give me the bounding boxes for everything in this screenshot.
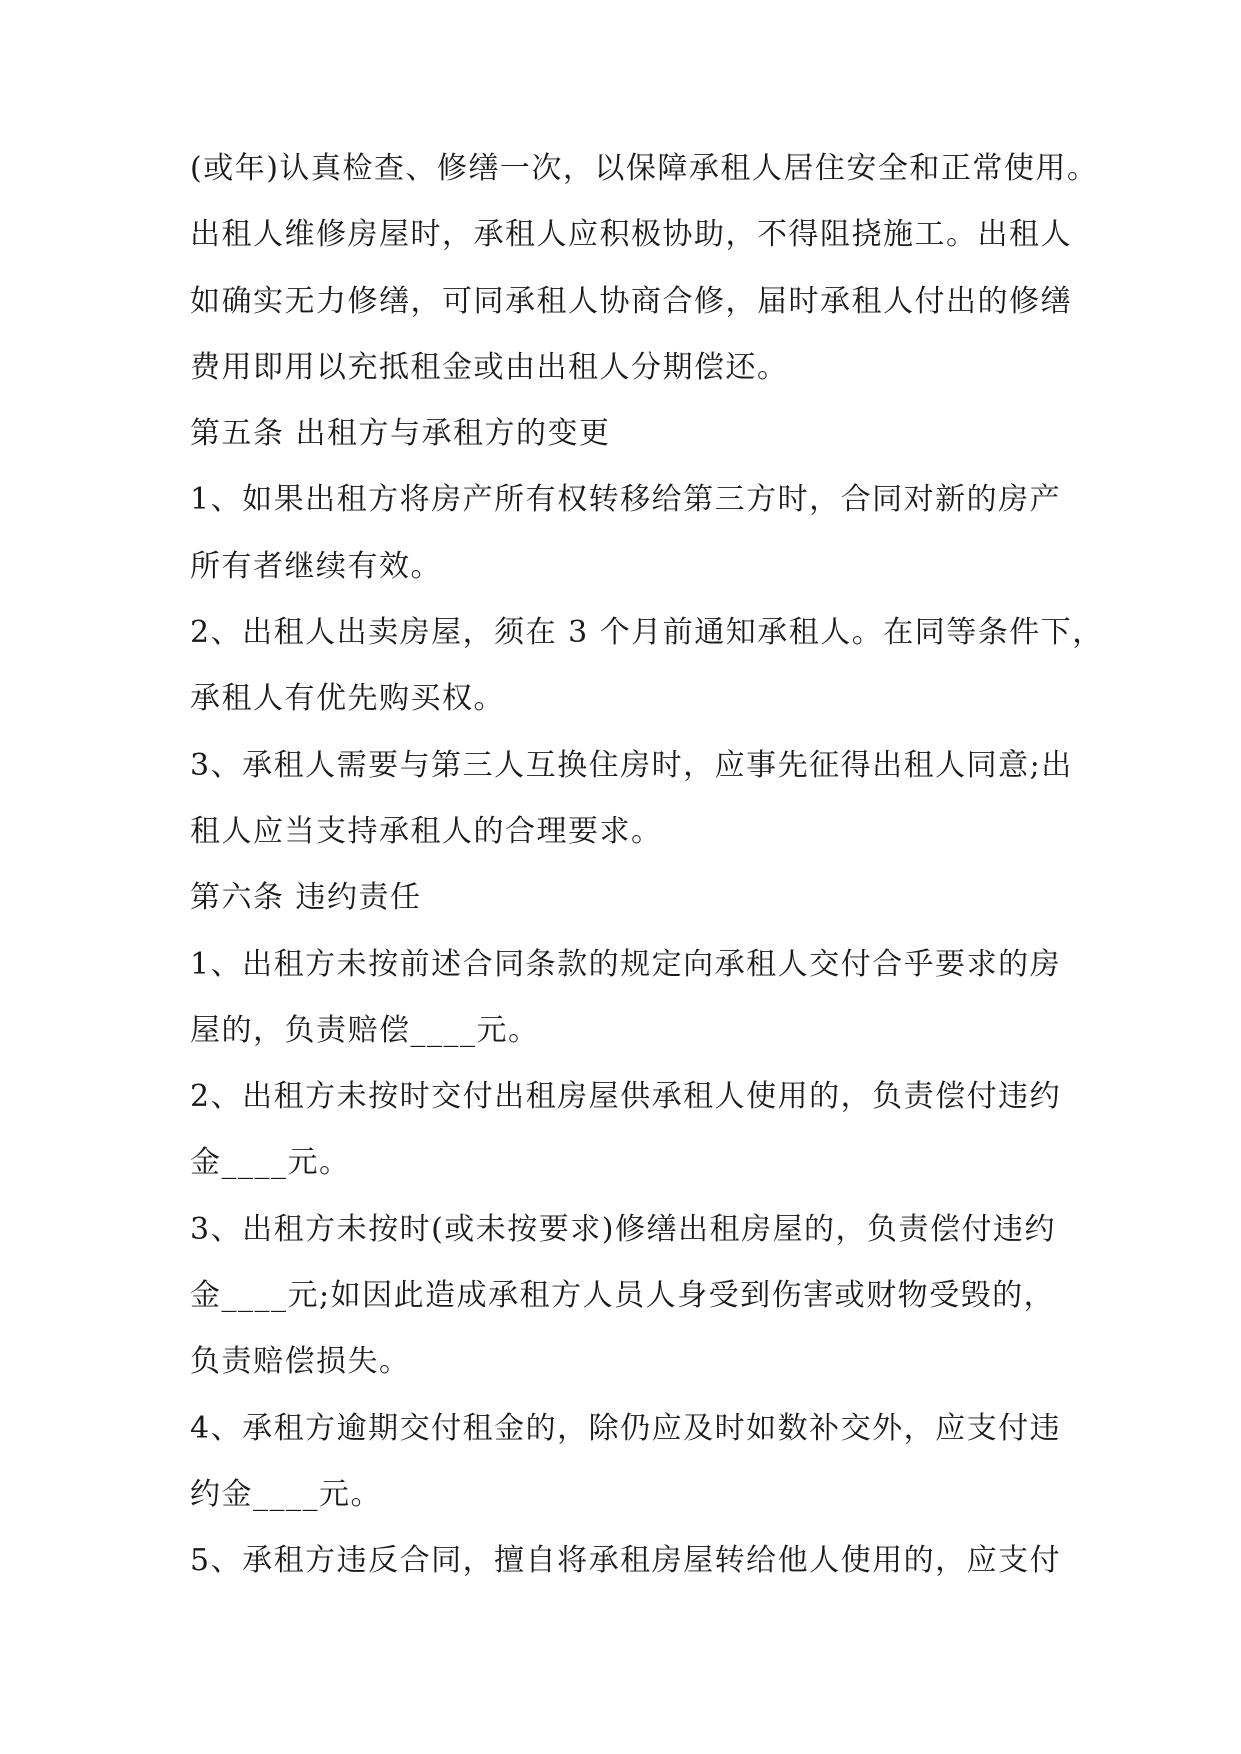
text-line: 约金____元。 [190, 1476, 382, 1512]
text-line: 3、承租人需要与第三人互换住房时，应事先征得出租人同意;出 [190, 747, 1073, 783]
text-line: 承租人有优先购买权。 [190, 681, 505, 717]
text-line: 费用即用以充抵租金或由出租人分期偿还。 [190, 349, 789, 385]
text-line: 金____元。 [190, 1145, 351, 1181]
section-heading: 第五条 出租方与承租方的变更 [190, 416, 611, 452]
document-body [190, 151, 1104, 1595]
text-line: 租人应当支持承租人的合理要求。 [190, 813, 663, 849]
text-line: 屋的，负责赔偿____元。 [190, 1012, 540, 1048]
text-line: 负责赔偿损失。 [190, 1344, 411, 1380]
text-line: 如确实无力修缮，可同承租人协商合修，届时承租人付出的修缮 [190, 283, 1072, 319]
text-line: 2、出租方未按时交付出租房屋供承租人使用的，负责偿付违约 [190, 1079, 1062, 1115]
text-line: 2、出租人出卖房屋，须在 3 个月前通知承租人。在同等条件下， [190, 615, 1104, 651]
text-line: 所有者继续有效。 [190, 548, 442, 584]
text-line: 3、出租方未按时(或未按要求)修缮出租房屋的，负责偿付违约 [190, 1211, 1056, 1247]
text-line: 金____元;如因此造成承租方人员人身受到伤害或财物受毁的， [190, 1278, 1056, 1314]
text-line: 5、承租方违反合同，擅自将承租房屋转给他人使用的，应支付 [190, 1543, 1062, 1579]
text-line: 1、如果出租方将房产所有权转移给第三方时，合同对新的房产 [190, 482, 1062, 518]
section-heading: 第六条 违约责任 [190, 880, 422, 916]
text-line: 1、出租方未按前述合同条款的规定向承租人交付合乎要求的房 [190, 946, 1062, 982]
text-line: 4、承租方逾期交付租金的，除仍应及时如数补交外，应支付违 [190, 1410, 1062, 1446]
text-line: (或年)认真检查、修缮一次，以保障承租人居住安全和正常使用。 [190, 151, 1099, 186]
text-line: 出租人维修房屋时，承租人应积极协助，不得阻挠施工。出租人 [190, 217, 1072, 253]
